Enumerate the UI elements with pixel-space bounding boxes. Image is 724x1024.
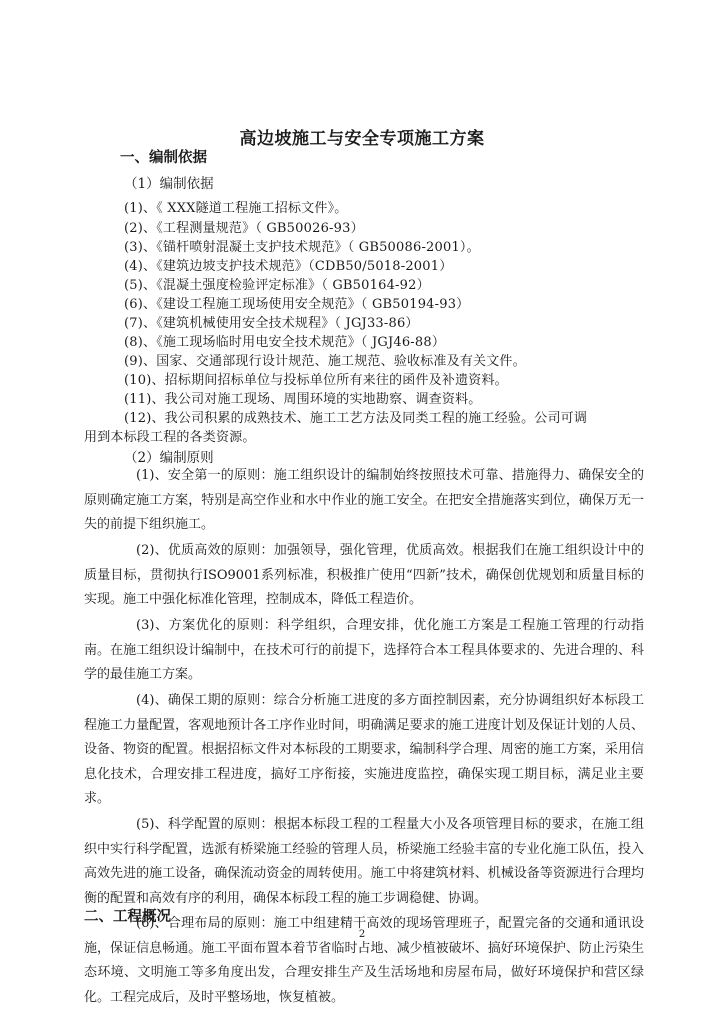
reference-item: (5)、《混凝土强度检验评定标准》（ GB50164-92） bbox=[124, 278, 430, 293]
reference-item: (1)、《 XXX隧道工程施工招标文件》。 bbox=[124, 201, 348, 216]
reference-item: (11)、我公司对施工现场、周围环境的实地勘察、调查资料。 bbox=[124, 392, 482, 407]
principle-paragraph: (6)、合理布局的原则：施工中组建精干高效的现场管理班子，配置完备的交通和通讯设施，保证信息畅通。施工平面布置本着节省临时占地、减少植被破坏、搞好环境保护、防止污染生态环境、文明施工等多角度出发，合理安排生产及生活场地和房屋布局，做好环境保护和营区绿化。工程完成后，及时平整场地，恢复植被。 bbox=[84, 916, 644, 1005]
document-title: 高边坡施工与安全专项施工方案 bbox=[239, 129, 485, 149]
section-heading-basis: 一、编制依据 bbox=[120, 150, 207, 166]
reference-item: (12)、我公司积累的成熟技术、施工工艺方法及同类工程的施工经验。公司可调 bbox=[124, 411, 588, 426]
principle-paragraph: (1)、安全第一的原则：施工组织设计的编制始终按照技术可靠、措施得力、确保安全的原则确定施工方案，特别是高空作业和水中作业的施工安全。在把安全措施落实到位，确保万无一失的前提下组织施工。 bbox=[84, 468, 644, 532]
reference-item: (4)、《建筑边坡支护技术规范》（CDB50/5018-2001） bbox=[124, 259, 453, 274]
subsection-heading-principles: （2）编制原则 bbox=[124, 450, 214, 466]
section-heading-overview: 二、工程概况 bbox=[84, 909, 171, 925]
reference-item: (8)、《施工现场临时用电安全技术规范》（ JGJ46-88） bbox=[124, 335, 446, 350]
reference-item: (2)、《工程测量规范》（ GB50026-93） bbox=[124, 221, 364, 236]
subsection-heading-basis: （1）编制依据 bbox=[124, 176, 214, 192]
reference-item: (6)、《建设工程施工现场使用安全规范》（ GB50194-93） bbox=[124, 297, 470, 312]
reference-item-continuation: 用到本标段工程的各类资源。 bbox=[84, 430, 256, 445]
page-number: 2 bbox=[358, 929, 366, 940]
reference-item: (7)、《建筑机械使用安全技术规程》（ JGJ33-86） bbox=[124, 316, 419, 331]
principle-paragraph: (4)、确保工期的原则：综合分析施工进度的多方面控制因素，充分协调组织好本标段工程施工力量配置，客观地预计各工序作业时间，明确满足要求的施工进度计划及保证计划的人员、设备、物资的配置。根据招标文件对本标段的工期要求，编制科学合理、周密的施工方案，采用信息化技术，合理安排工程进度，搞好工序衔接，实施进度监控，确保实现工期目标，满足业主要求。 bbox=[84, 693, 644, 806]
principle-paragraph: (3)、方案优化的原则：科学组织，合理安排，优化施工方案是工程施工管理的行动指南。在施工组织设计编制中，在技术可行的前提下，选择符合本工程具体要求的、先进合理的、科学的最佳施工方案。 bbox=[84, 618, 644, 682]
reference-item: (10)、招标期间招标单位与投标单位所有来往的函件及补遗资料。 bbox=[124, 373, 508, 388]
reference-item: (3)、《锚杆喷射混凝土支护技术规范》（ GB50086-2001）。 bbox=[124, 240, 480, 255]
reference-item: (9)、国家、交通部现行设计规范、施工规范、验收标准及有关文件。 bbox=[124, 354, 526, 369]
principle-paragraph: (5)、科学配置的原则：根据本标段工程的工程量大小及各项管理目标的要求，在施工组织中实行科学配置，选派有桥梁施工经验的管理人员，桥梁施工经验丰富的专业化施工队伍，投入高效先进的施工设备，确保流动资金的周转使用。施工中将建筑材料、机械设备等资源进行合理均衡的配置和高效有序的利用，确保本标段工程的施工步调稳健、协调。 bbox=[84, 817, 644, 906]
principle-paragraph: (2)、优质高效的原则：加强领导，强化管理，优质高效。根据我们在施工组织设计中的质量目标，贯彻执行ISO9001系列标准，积极推广使用“四新”技术，确保创优规划和质量目标的实现。施工中强化标准化管理，控制成本，降低工程造价。 bbox=[84, 543, 644, 607]
